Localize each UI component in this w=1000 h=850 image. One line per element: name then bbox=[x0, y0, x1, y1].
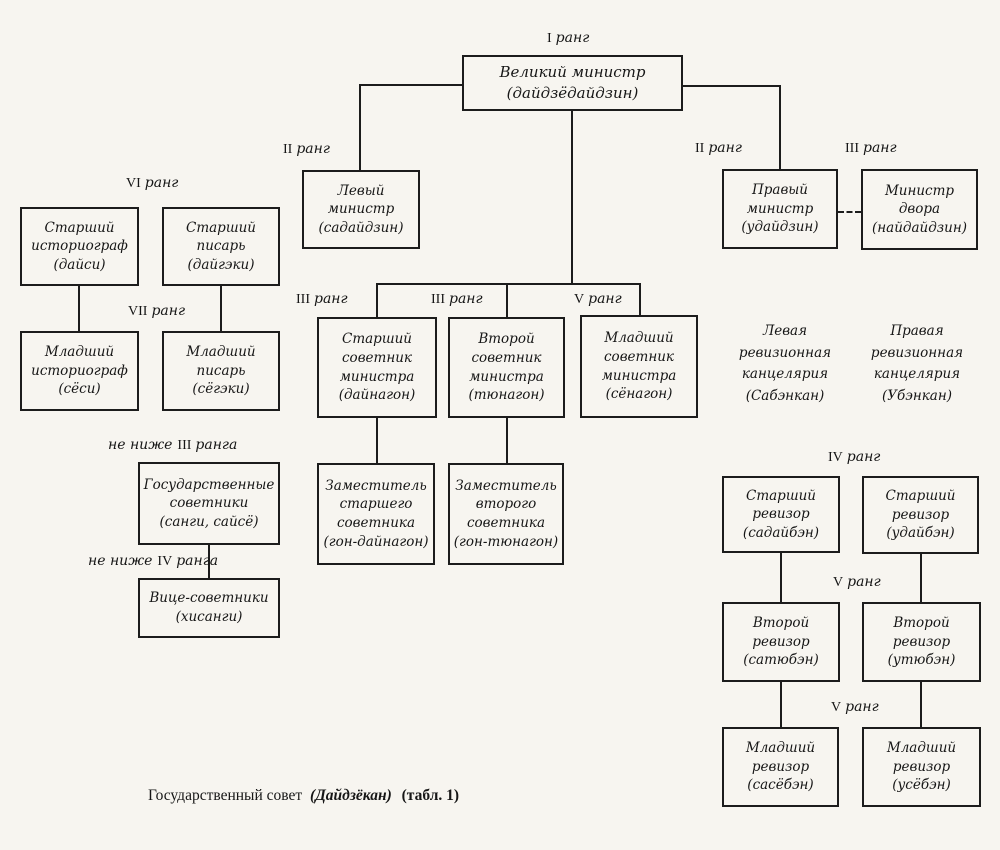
connector-drop-second-councillor bbox=[506, 283, 508, 319]
rank-numeral: III bbox=[177, 438, 192, 453]
caption-transliteration: (Дайдзёкан) bbox=[310, 787, 392, 804]
rank-word: ранг bbox=[151, 303, 186, 319]
rank-word: ранг bbox=[144, 175, 179, 191]
rank-label-top bbox=[547, 30, 589, 47]
connector-top-to-councillors bbox=[571, 110, 573, 285]
label-right-chancellery: Правая ревизионная канцелярия (Убэнкан) bbox=[870, 323, 964, 404]
rank-numeral: VI bbox=[126, 176, 141, 191]
rank-word: ранг bbox=[708, 140, 742, 156]
rank-word: ранг bbox=[863, 140, 897, 156]
rank-label-senior-revisors bbox=[828, 449, 880, 466]
rank-numeral: V bbox=[833, 575, 844, 590]
rank-word: ранг bbox=[314, 291, 348, 307]
connector-councillors-bus bbox=[376, 283, 641, 285]
node-great-minister: Великий министр (дайдзёдайдзин) bbox=[462, 55, 683, 111]
rank-word: ранг bbox=[296, 141, 330, 157]
connector-drop-senior-councillor bbox=[376, 283, 378, 319]
node-deputy-second-councillor: Заместитель второго советника (гон-тюнагон) bbox=[448, 463, 564, 565]
node-senior-revisor-left: Старший ревизор (садайбэн) bbox=[722, 476, 840, 553]
rank-label-junior-revisors bbox=[831, 699, 879, 716]
rank-word: ранг bbox=[845, 699, 879, 715]
rank-label-court-minister bbox=[845, 140, 897, 157]
node-senior-scribe: Старший писарь (дайгэки) bbox=[162, 207, 280, 286]
caption-title: Государственный совет bbox=[148, 787, 303, 804]
rank-word: ранг bbox=[588, 291, 622, 307]
rank-label-second-revisors bbox=[833, 574, 881, 591]
connector-scribes bbox=[220, 285, 222, 332]
node-second-councillor: Второй советник министра (тюнагон) bbox=[448, 317, 565, 418]
connector-top-to-left-minister-h bbox=[360, 84, 463, 86]
connector-senior-deputy bbox=[376, 418, 378, 465]
node-right-minister: Правый министр (удайдзин) bbox=[722, 169, 838, 249]
node-senior-historiographer: Старший историограф (дайси) bbox=[20, 207, 139, 286]
rank-numeral: IV bbox=[828, 450, 843, 465]
rank-label-senior-councillor bbox=[296, 291, 348, 308]
rank-label-junior-councillor bbox=[574, 291, 622, 308]
connector-top-to-right-minister-h bbox=[683, 85, 781, 87]
connector-revisors-left-1 bbox=[780, 553, 782, 604]
node-deputy-senior-councillor: Заместитель старшего советника (гон-дайнагон) bbox=[317, 463, 435, 565]
connector-top-to-left-minister-v bbox=[359, 84, 361, 172]
rank-numeral: V bbox=[574, 292, 585, 307]
connector-drop-junior-councillor bbox=[639, 283, 641, 317]
connector-revisors-right-2 bbox=[920, 682, 922, 729]
rank-numeral: III bbox=[296, 292, 310, 307]
rank-numeral: VII bbox=[128, 304, 148, 319]
node-junior-historiographer: Младший историограф (сёси) bbox=[20, 331, 139, 411]
rank-numeral: V bbox=[831, 700, 842, 715]
rank-label-historiographers bbox=[126, 175, 178, 192]
node-junior-scribe: Младший писарь (сёгэки) bbox=[162, 331, 280, 411]
rank-word: ранг bbox=[555, 30, 590, 46]
rank-numeral: III bbox=[845, 141, 859, 156]
rank-numeral: IV bbox=[157, 554, 173, 569]
rank-word: ранга bbox=[195, 437, 238, 453]
rank-numeral: II bbox=[695, 141, 705, 156]
rank-label-left-minister bbox=[283, 141, 330, 158]
node-court-minister: Министр двора (найдайдзин) bbox=[861, 169, 978, 250]
figure-caption bbox=[148, 787, 459, 805]
rank-word: ранг bbox=[847, 574, 881, 590]
rank-prefix: не ниже bbox=[108, 437, 173, 453]
node-junior-councillor: Младший советник министра (сёнагон) bbox=[580, 315, 698, 418]
rank-label-juniors-left bbox=[128, 303, 185, 320]
node-second-revisor-right: Второй ревизор (утюбэн) bbox=[862, 602, 981, 682]
caption-table-ref: (табл. 1) bbox=[401, 787, 460, 804]
rank-label-right-minister bbox=[695, 140, 742, 157]
connector-dashed-right-court bbox=[838, 211, 861, 213]
rank-numeral: I bbox=[547, 31, 552, 46]
rank-label-vice-councillors bbox=[88, 553, 218, 570]
label-left-chancellery: Левая ревизионная канцелярия (Сабэнкан) bbox=[738, 323, 832, 404]
connector-revisors-left-2 bbox=[780, 682, 782, 729]
rank-word: ранг bbox=[846, 449, 881, 465]
rank-label-second-councillor bbox=[431, 291, 483, 308]
connector-historiographers bbox=[78, 285, 80, 332]
rank-label-state-councillors bbox=[108, 437, 237, 454]
node-second-revisor-left: Второй ревизор (сатюбэн) bbox=[722, 602, 840, 682]
connector-second-deputy bbox=[506, 418, 508, 465]
connector-revisors-right-1 bbox=[920, 554, 922, 604]
node-left-minister: Левый министр (садайдзин) bbox=[302, 170, 420, 249]
rank-word: ранг bbox=[449, 291, 483, 307]
node-junior-revisor-left: Младший ревизор (сасёбэн) bbox=[722, 727, 839, 807]
rank-word: ранга bbox=[176, 553, 219, 569]
connector-top-to-right-minister-v bbox=[779, 85, 781, 171]
rank-numeral: III bbox=[431, 292, 445, 307]
node-senior-revisor-right: Старший ревизор (удайбэн) bbox=[862, 476, 979, 554]
node-junior-revisor-right: Младший ревизор (усёбэн) bbox=[862, 727, 981, 807]
rank-prefix: не ниже bbox=[88, 553, 153, 569]
node-senior-councillor: Старший советник министра (дайнагон) bbox=[317, 317, 437, 418]
rank-numeral: II bbox=[283, 142, 293, 157]
node-state-councillors: Государственные советники (санги, сайсё) bbox=[138, 462, 280, 545]
node-vice-councillors: Вице-советники (хисанги) bbox=[138, 578, 280, 638]
